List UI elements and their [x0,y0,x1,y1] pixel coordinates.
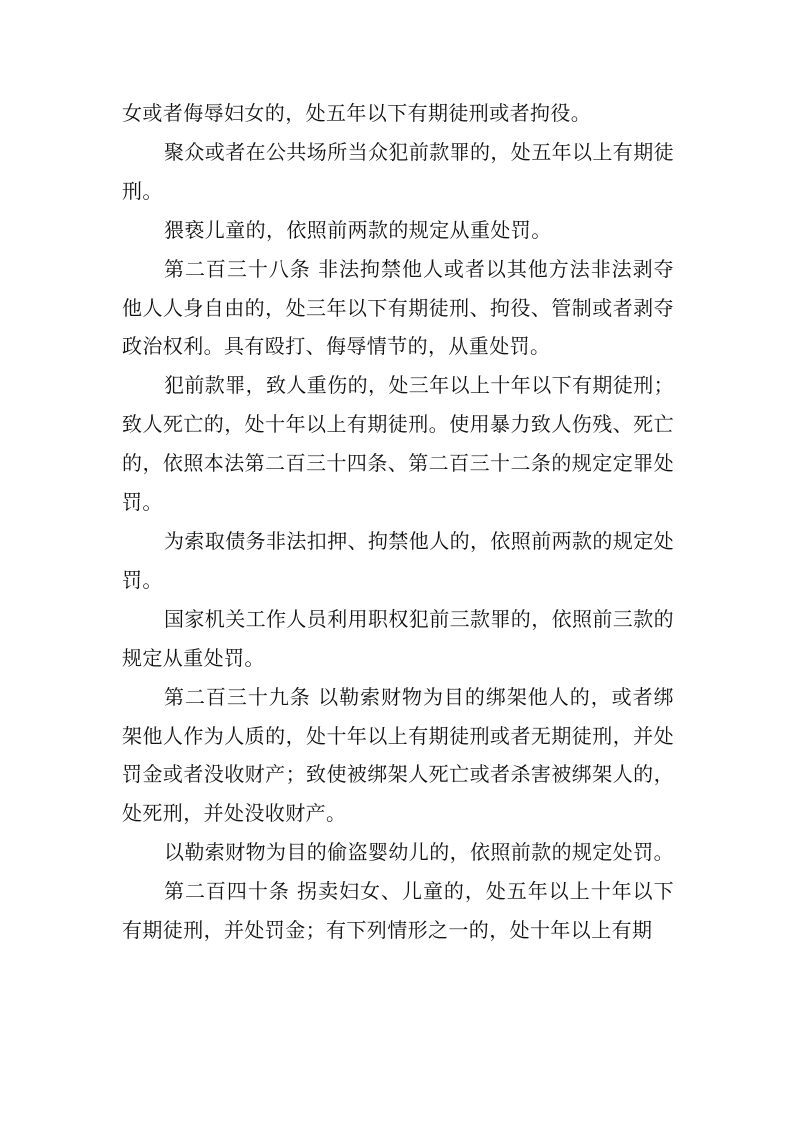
paragraph: 聚众或者在公共场所当众犯前款罪的，处五年以上有期徒刑。 [122,139,674,203]
paragraph: 国家机关工作人员利用职权犯前三款罪的，依照前三款的规定从重处罚。 [122,606,674,670]
paragraph: 女或者侮辱妇女的，处五年以下有期徒刑或者拘役。 [122,101,592,125]
paragraph: 第二百三十九条 以勒索财物为目的绑架他人的，或者绑架他人作为人质的，处十年以上有期徒刑或者无期徒刑，并处罚金或者没收财产；致使被绑架人死亡或者杀害被绑架人的，处死刑，并处没收财产。 [122,684,674,826]
paragraph: 第二百三十八条 非法拘禁他人或者以其他方法非法剥夺他人人身自由的，处三年以下有期徒刑、拘役、管制或者剥夺政治权利。具有殴打、侮辱情节的，从重处罚。 [122,256,674,359]
document-body [122,94,674,950]
paragraph: 犯前款罪，致人重伤的，处三年以上十年以下有期徒刑；致人死亡的，处十年以上有期徒刑。使用暴力致人伤残、死亡的，依照本法第二百三十四条、第二百三十二条的规定定罪处罚。 [122,373,674,515]
paragraph: 为索取债务非法扣押、拘禁他人的，依照前两款的规定处罚。 [122,528,674,592]
paragraph: 以勒索财物为目的偷盗婴幼儿的，依照前款的规定处罚。 [164,840,674,865]
paragraph: 猥亵儿童的，依照前两款的规定从重处罚。 [164,217,552,242]
paragraph: 第二百四十条 拐卖妇女、儿童的，处五年以上十年以下有期徒刑，并处罚金；有下列情形之一的，处十年以上有期 [122,879,674,943]
